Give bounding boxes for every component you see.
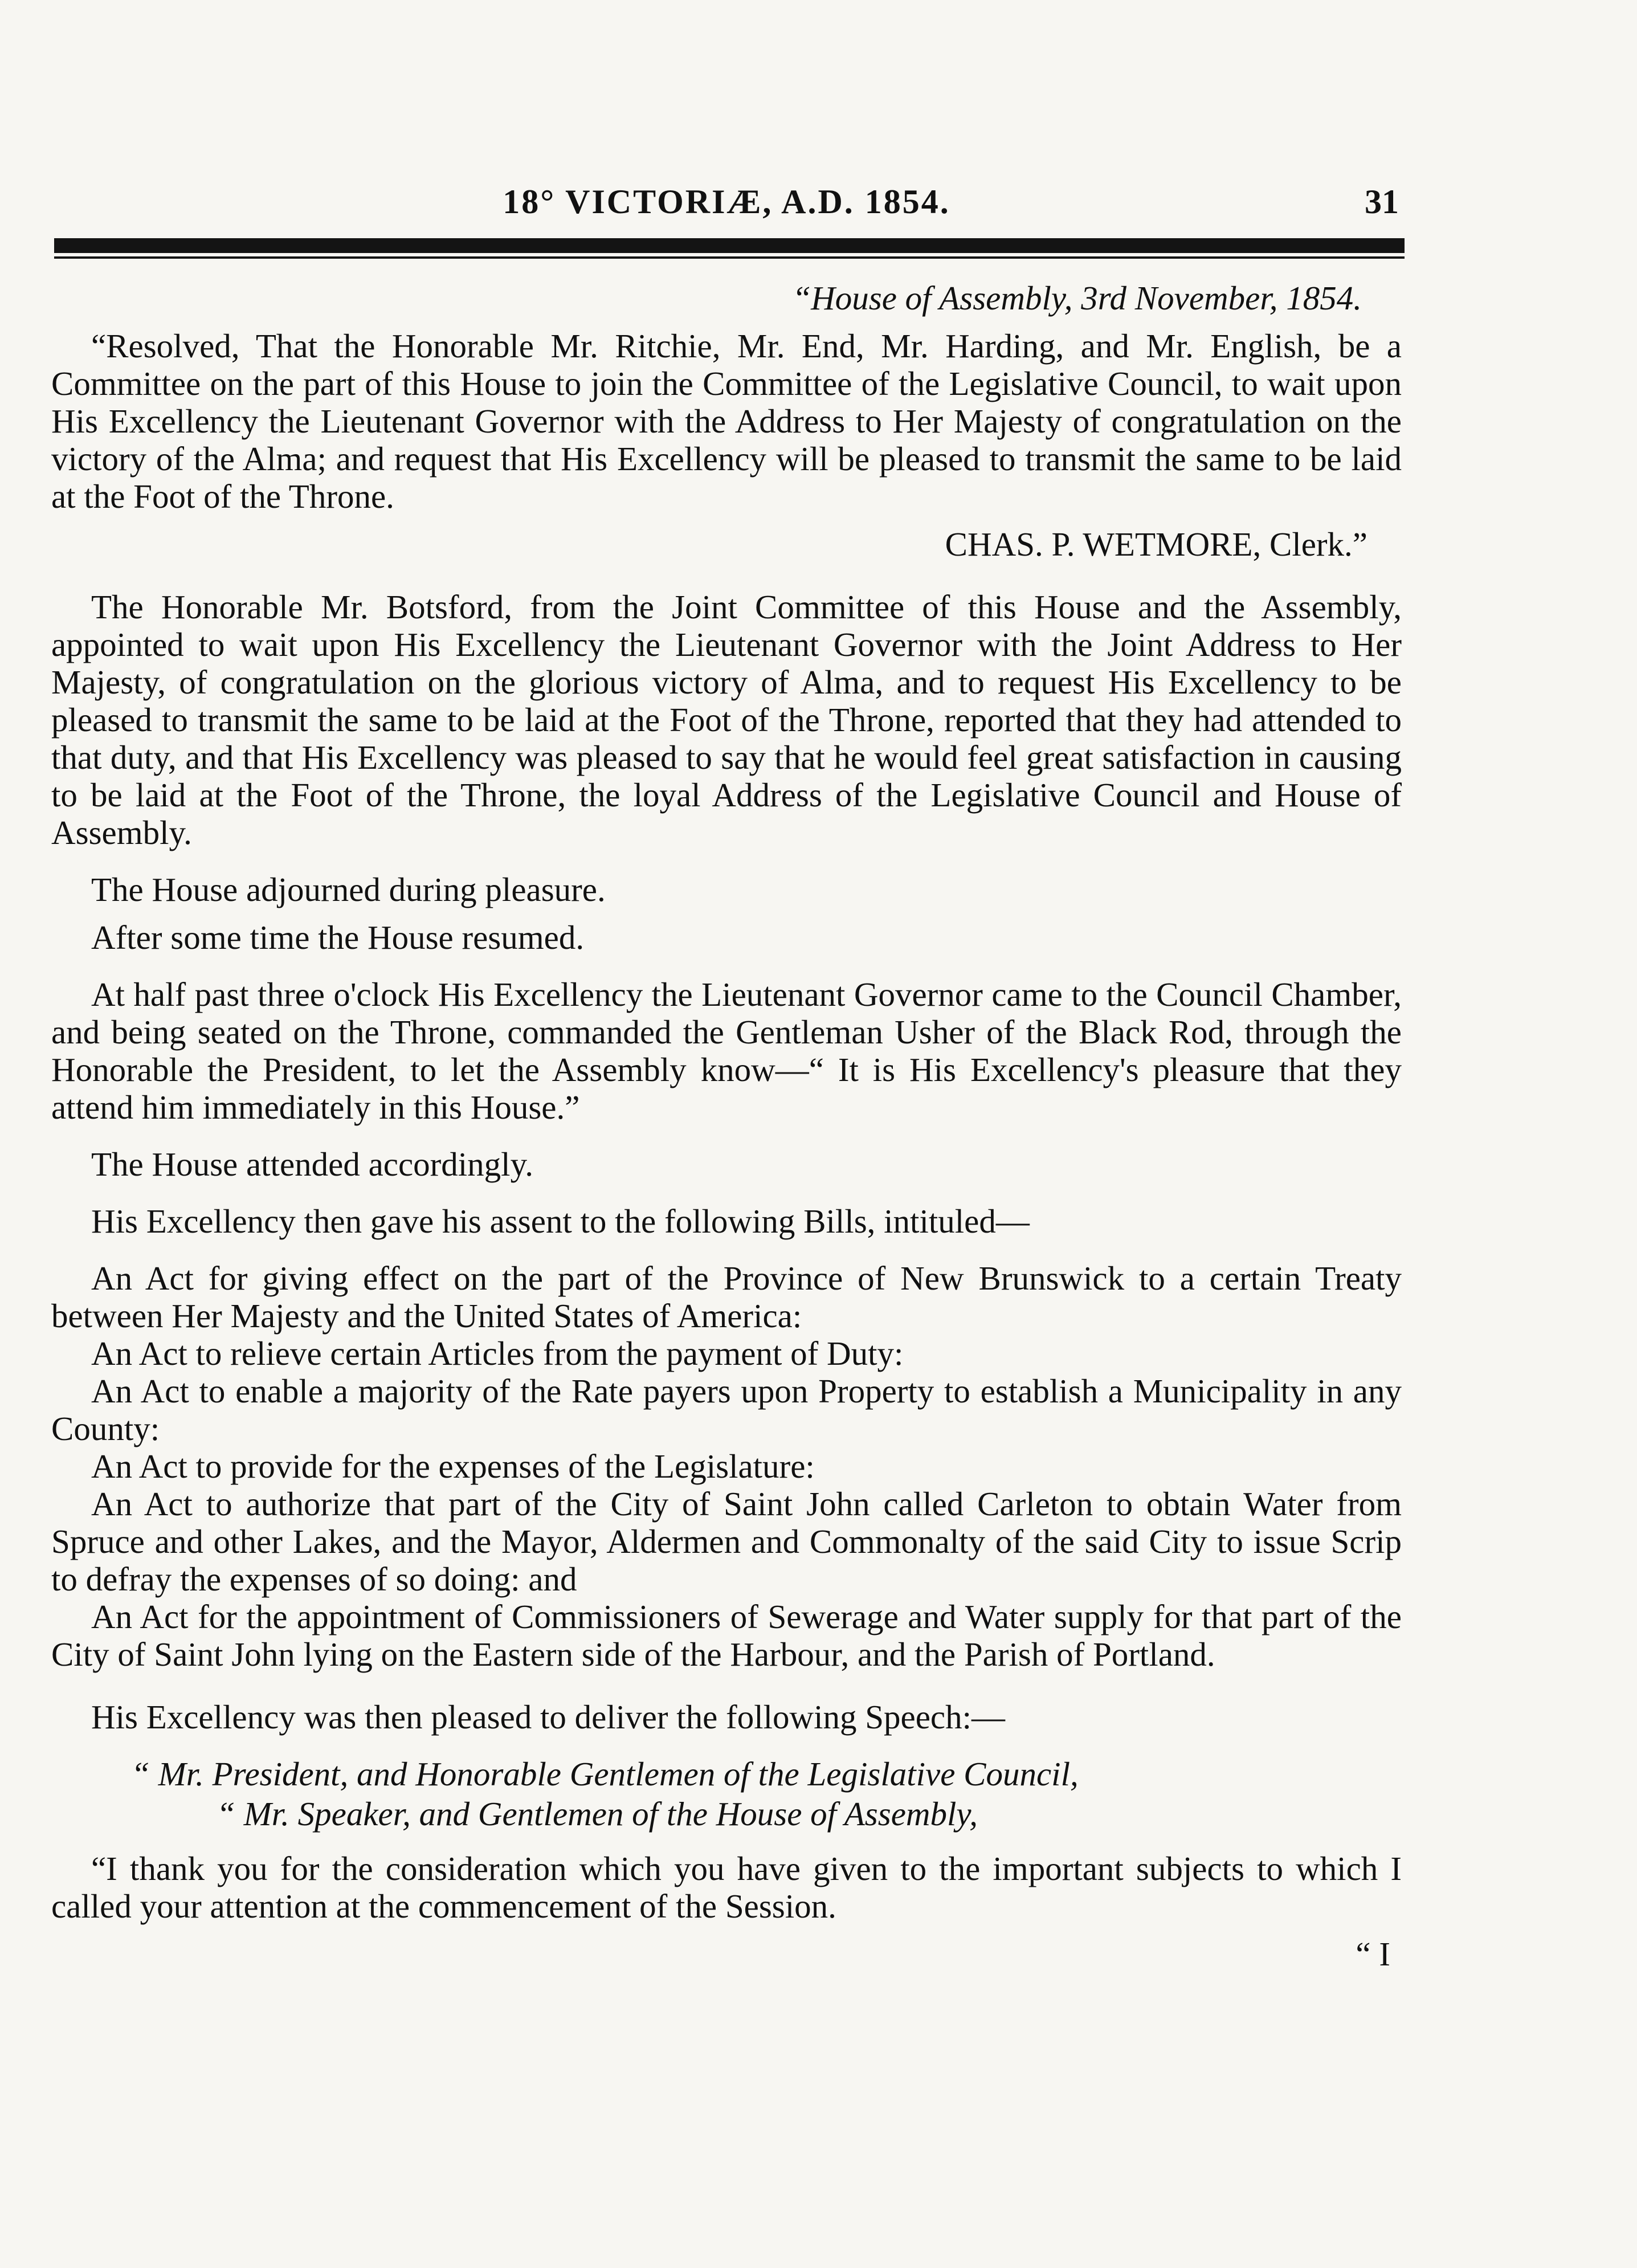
half-past-paragraph: At half past three o'clock His Excellency the Lieutenant Governor came to the Council Chamber, and being seated on the Throne, commanded the Gentleman Usher of the Black Rod, through the Honorable the President, to let the Assembly know—“ It is His Excellency's pleasure that they attend him immediately in this House.” — [51, 976, 1402, 1126]
address-assembly: “ Mr. Speaker, and Gentlemen of the House of Assembly, — [217, 1795, 978, 1833]
speech-opening: “I thank you for the consideration which you have given to the important subjects to which I called your attention at the commencement of the Session. — [51, 1850, 1402, 1925]
bill-item: An Act for the appointment of Commissioners of Sewerage and Water supply for that part of the City of Saint John lying on the Eastern side of the Harbour, and the Parish of Portland. — [51, 1598, 1402, 1673]
header-rule — [54, 238, 1405, 253]
page-body — [51, 279, 1402, 1983]
bill-item: An Act to enable a majority of the Rate payers upon Property to establish a Municipality in any County: — [51, 1372, 1402, 1447]
bill-item: An Act to authorize that part of the City of Saint John called Carleton to obtain Water from Spruce and other Lakes, and the Mayor, Aldermen and Commonalty of the said City to issue Scrip to defray the expenses of so doing: and — [51, 1485, 1402, 1598]
speech-intro: His Excellency was then pleased to deliver the following Speech:— — [91, 1698, 1006, 1736]
adjourned-paragraph: The House adjourned during pleasure. — [91, 871, 606, 908]
running-title: 18° VICTORIÆ, A.D. 1854. — [503, 183, 950, 221]
assent-paragraph: His Excellency then gave his assent to the following Bills, intituled— — [91, 1202, 1030, 1240]
resumed-paragraph: After some time the House resumed. — [91, 919, 585, 956]
header-rule-thin — [54, 256, 1405, 259]
attended-paragraph: The House attended accordingly. — [91, 1145, 533, 1183]
botsford-paragraph: The Honorable Mr. Botsford, from the Joint Committee of this House and the Assembly, appointed to wait upon His Excellency the Lieutenant Governor with the Joint Address to Her Majesty, of congratulation on the glorious victory of Alma, and to request His Excellency to be pleased to transmit the same to be laid at the Foot of the Throne, reported that they had attended to that duty, and that His Excellency was pleased to say that he would feel great satisfaction in causing to be laid at the Foot of the Throne, the loyal Address of the Legislative Council and House of Assembly. — [51, 588, 1402, 851]
page-number: 31 — [1365, 183, 1399, 221]
clerk-signature: CHAS. P. WETMORE, Clerk.” — [945, 525, 1367, 563]
bill-item: An Act to provide for the expenses of the Legislature: — [91, 1447, 815, 1485]
running-head — [54, 182, 1399, 234]
bill-item: An Act to relieve certain Articles from the payment of Duty: — [91, 1335, 904, 1372]
address-council: “ Mr. President, and Honorable Gentlemen of the Legislative Council, — [131, 1755, 1079, 1793]
bills-list — [51, 1259, 1402, 1673]
resolution-paragraph: “Resolved, That the Honorable Mr. Ritchie, Mr. End, Mr. Harding, and Mr. English, be a Committee on the part of this House to join the Committee of the Legislative Council, to wait upon His Excellency the Lieutenant Governor with the Address to Her Majesty of congratulation on the victory of the Alma; and request that His Excellency will be pleased to transmit the same to be laid at the Foot of the Throne. — [51, 327, 1402, 515]
dateline: “House of Assembly, 3rd November, 1854. — [792, 279, 1362, 317]
bill-item: An Act for giving effect on the part of the Province of New Brunswick to a certain Treaty between Her Majesty and the United States of America: — [51, 1259, 1402, 1335]
catchword: “ I — [1356, 1935, 1390, 1973]
